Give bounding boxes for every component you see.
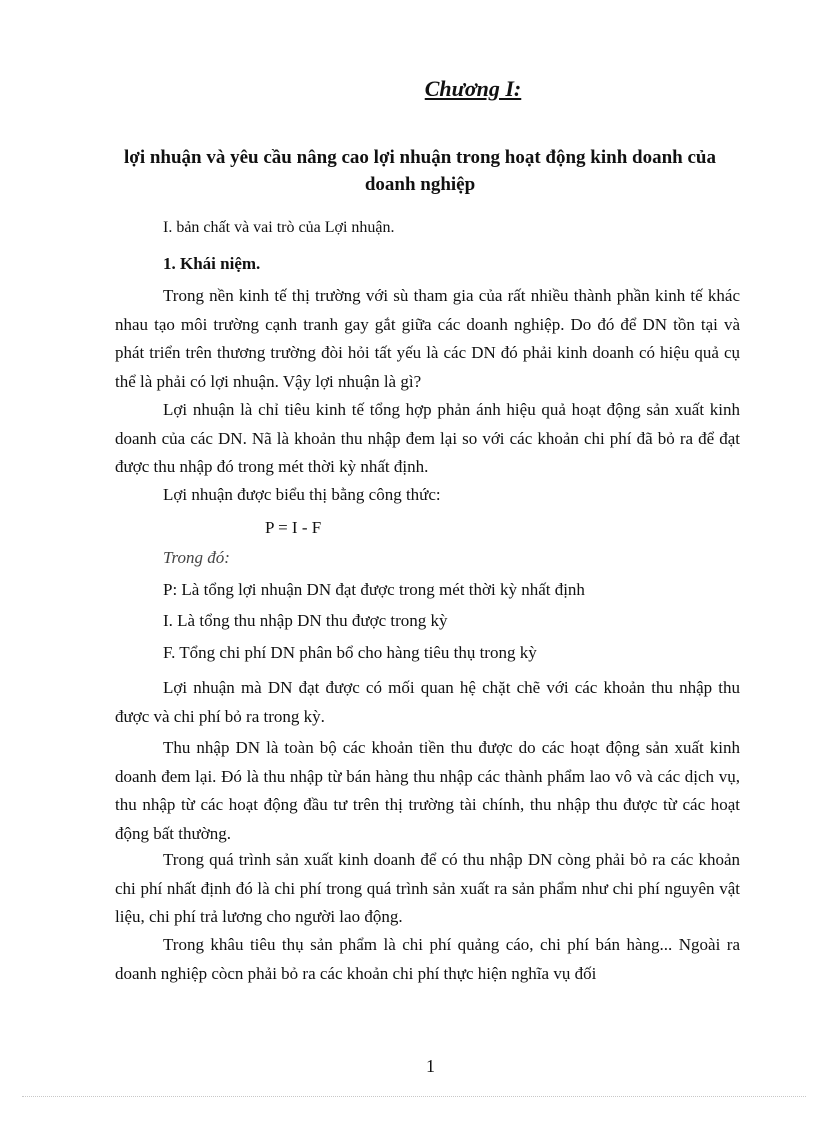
page-number: 1 [426,1056,435,1076]
paragraph: Lợi nhuận là chỉ tiêu kinh tế tổng hợp phản ánh hiệu quả hoạt động sản xuất kinh doanh của các DN. Nã là khoản thu nhập đem lại so với các khoản chi phí đã bỏ ra để đạt được thu nhập đó trong mét thời kỳ nhất định. [115,400,740,476]
formula: P = I - F [265,518,322,537]
definition-item: I. Là tổng thu nhập DN thu được trong kỳ [163,611,448,630]
paragraph: Lợi nhuận mà DN đạt được có mối quan hệ chặt chẽ với các khoản thu nhập thu được và chi phí bỏ ra trong kỳ. [115,678,740,726]
definition-item: P: Là tổng lợi nhuận DN đạt được trong mét thời kỳ nhất định [163,580,585,599]
subsection-heading: 1. Khái niệm. [163,254,261,273]
formula-intro: Lợi nhuận được biểu thị bằng công thức: [163,485,441,504]
chapter-title: lợi nhuận và yêu cầu nâng cao lợi nhuận trong hoạt động kinh doanh của doanh nghiệp [124,147,716,195]
paragraph: Thu nhập DN là toàn bộ các khoản tiền thu được do các hoạt động sản xuất kinh doanh đem lại. Đó là thu nhập từ bán hàng thu nhập các thành phẩm lao vô và các dịch vụ, thu nhập từ các hoạt động đầu tư trên thị trường tài chính, thu nhập thu được từ các hoạt động bất thường. [115,738,740,843]
definition-item: F. Tổng chi phí DN phân bổ cho hàng tiêu thụ trong kỳ [163,643,537,662]
where-label: Trong đó: [163,548,230,567]
paragraph: Trong khâu tiêu thụ sản phẩm là chi phí quảng cáo, chi phí bán hàng... Ngoài ra doanh nghiệp còcn phải bỏ ra các khoản chi phí thực hiện nghĩa vụ đối [115,935,740,983]
paragraph: Trong quá trình sản xuất kinh doanh để có thu nhập DN còng phải bỏ ra các khoản chi phí nhất định đó là chi phí trong quá trình sản xuất ra sản phẩm như chi phí nguyên vật liệu, chi phí trả lương cho người lao động. [115,850,740,926]
section-heading: I. bản chất và vai trò của Lợi nhuận. [163,219,395,236]
page-edge-divider [22,1096,806,1097]
paragraph: Trong nền kinh tế thị trường với sù tham gia của rất nhiều thành phần kinh tế khác nhau tạo môi trường cạnh tranh gay gắt giữa các doanh nghiệp. Do đó để DN tồn tại và phát triển trên thương trường đòi hỏi tất yếu là các DN đó phải kinh doanh có hiệu quả cụ thể là phải có lợi nhuận. Vậy lợi nhuận là gì? [115,286,740,391]
chapter-heading: Chương I: [424,76,522,101]
